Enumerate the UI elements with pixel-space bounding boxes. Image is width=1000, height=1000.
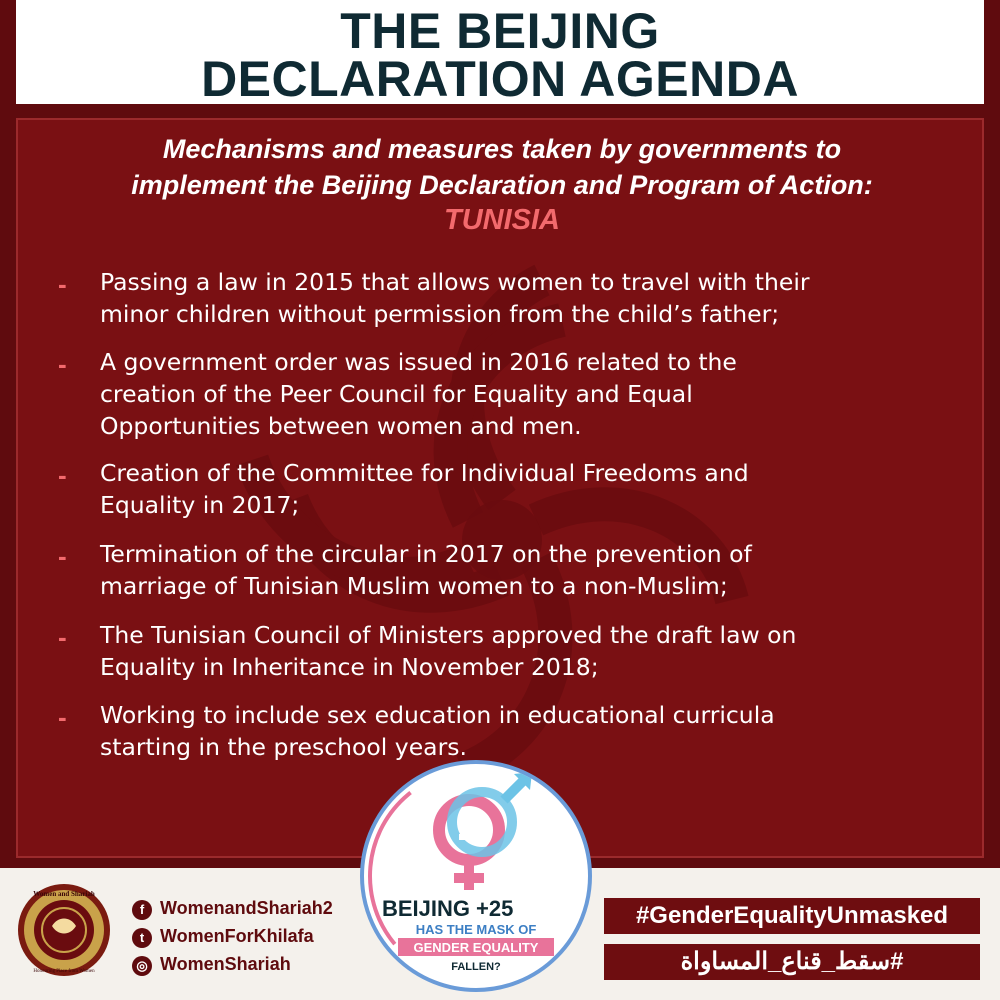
women-and-shariah-logo — [14, 880, 114, 980]
logo-name: Women and Shariah — [33, 890, 95, 898]
list-item-line: Passing a law in 2015 that allows women to travel with their — [100, 268, 810, 296]
list-item-line: A government order was issued in 2016 related to the — [100, 348, 737, 376]
list-item-line: starting in the preschool years. — [100, 733, 467, 761]
list-item-line: Working to include sex education in educational curricula — [100, 701, 775, 729]
list-item-line: Opportunities between women and men. — [100, 412, 582, 440]
social-handle: WomenShariah — [160, 954, 291, 974]
badge-title: BEIJING — [382, 896, 471, 921]
bullet-dash: - — [58, 349, 67, 379]
list-item-line: Equality in 2017; — [100, 491, 300, 519]
list-item-line: The Tunisian Council of Ministers approved the draft law on — [100, 621, 797, 649]
intro-line-1: Mechanisms and measures taken by governments to — [162, 134, 842, 164]
instagram-icon: ◎ — [132, 956, 152, 976]
intro-line-2: implement the Beijing Declaration and Program of Action: — [131, 170, 873, 200]
bullet-dash: - — [58, 622, 67, 652]
measures-list — [18, 120, 984, 858]
gender-symbol-icon — [364, 764, 588, 988]
logo-motto: Honouring Place from Women — [33, 969, 95, 974]
title-bar — [16, 0, 984, 107]
page-title-line-2: DECLARATION AGENDA — [201, 51, 799, 107]
list-item-line: minor children without permission from the child’s father; — [100, 300, 780, 328]
hashtag-arabic: #سقط_قناع_المساواة — [604, 944, 980, 980]
bullet-dash: - — [58, 460, 67, 490]
bullet-dash: - — [58, 541, 67, 571]
twitter-icon: t — [132, 928, 152, 948]
list-item-line: Equality in Inheritance in November 2018; — [100, 653, 599, 681]
country-label: TUNISIA — [444, 204, 560, 236]
list-item-line: Termination of the circular in 2017 on the prevention of — [100, 540, 752, 568]
social-handle: WomenandShariah2 — [160, 898, 333, 918]
badge-line-2: HAS THE MASK OF — [415, 922, 537, 937]
badge-plus25: +25 — [476, 896, 514, 921]
badge-line-4: FALLEN? — [451, 961, 501, 973]
social-handle: WomenForKhilafa — [160, 926, 314, 946]
beijing-25-badge — [360, 760, 592, 992]
bullet-dash: - — [58, 702, 67, 732]
facebook-icon: f — [132, 900, 152, 920]
bullet-dash: - — [58, 269, 67, 299]
content-panel — [16, 118, 984, 858]
list-item-line: Creation of the Committee for Individual Freedoms and — [100, 459, 749, 487]
list-item-line: creation of the Peer Council for Equality and Equal — [100, 380, 693, 408]
hashtag-english: #GenderEqualityUnmasked — [604, 898, 980, 934]
page-title-line-1: THE BEIJING — [340, 3, 660, 59]
badge-line-3: GENDER EQUALITY — [413, 940, 539, 955]
list-item-line: marriage of Tunisian Muslim women to a non-Muslim; — [100, 572, 728, 600]
